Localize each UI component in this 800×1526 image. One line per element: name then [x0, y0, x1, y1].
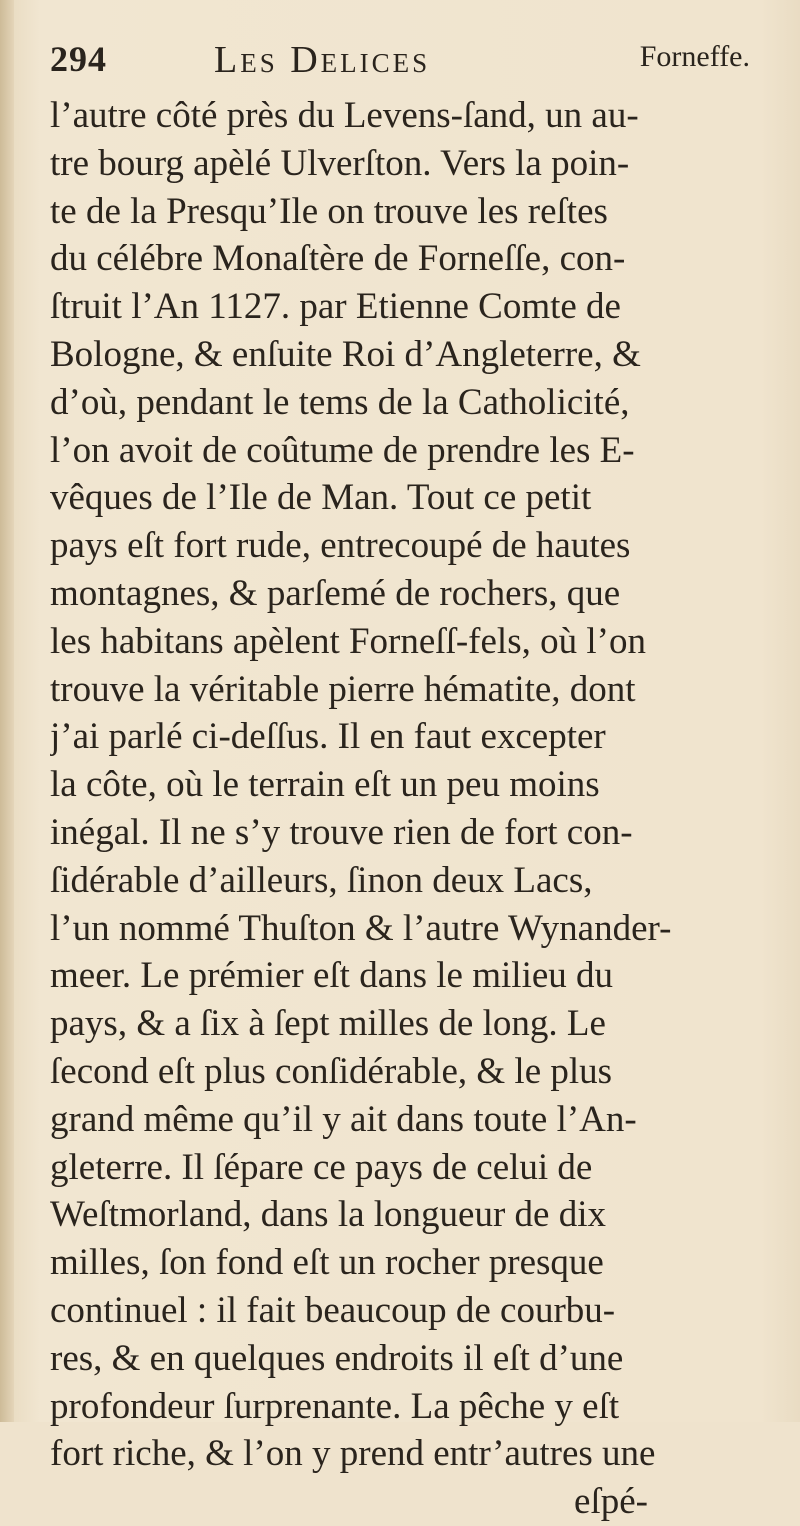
text-line: ſidérable d’ailleurs, ſinon deux Lacs,: [50, 859, 593, 901]
text-line: milles, ſon fond eſt un rocher presque: [50, 1242, 604, 1284]
body-text: [50, 92, 760, 1526]
text-line: montagnes, & parſemé de rochers, que: [50, 572, 621, 614]
page-gutter: [0, 0, 14, 1422]
text-line: l’autre côté près du Levens-ſand, un au-: [50, 95, 639, 136]
text-line: res, & en quelques endroits il eſt d’une: [50, 1337, 624, 1379]
text-line: l’un nommé Thuſton & l’autre Wynander-: [50, 907, 672, 949]
text-line: j’ai parlé ci-deſſus. Il en faut excepter: [50, 716, 606, 758]
text-line: les habitans apèlent Forneſſ-fels, où l’on: [50, 620, 646, 662]
text-line: trouve la véritable pierre hématite, dont: [50, 668, 636, 710]
text-line: pays, & a ſix à ſept milles de long. Le: [50, 1003, 606, 1045]
text-line: d’où, pendant le tems de la Catholicité,: [50, 381, 630, 423]
page-number: 294: [50, 39, 107, 79]
catchword: eſpé-: [574, 1481, 648, 1523]
text-line: la côte, où le terrain eſt un peu moins: [50, 764, 600, 806]
text-line: fort riche, & l’on y prend entr’autres une: [50, 1433, 656, 1475]
running-head: [50, 38, 750, 90]
text-line: inégal. Il ne s’y trouve rien de fort con-: [50, 811, 633, 853]
text-line: Weſtmorland, dans la longueur de dix: [50, 1194, 606, 1236]
text-line: grand même qu’il y ait dans toute l’An-: [50, 1098, 637, 1140]
text-line: vêques de l’Ile de Man. Tout ce petit: [50, 477, 592, 519]
text-line: du célébre Monaſtère de Forneſſe, con-: [50, 238, 626, 280]
text-line: gleterre. Il ſépare ce pays de celui de: [50, 1146, 593, 1188]
text-line: meer. Le prémier eſt dans le milieu du: [50, 955, 614, 997]
text-line: pays eſt fort rude, entrecoupé de hautes: [50, 525, 631, 567]
text-line: continuel : il fait beaucoup de courbu-: [50, 1289, 616, 1331]
text-line: Bologne, & enſuite Roi d’Angleterre, &: [50, 333, 641, 375]
text-line: te de la Presqu’Ile on trouve les reſtes: [50, 190, 608, 232]
text-line: tre bourg apèlé Ulverſton. Vers la poin-: [50, 142, 630, 184]
text-line: profondeur ſurprenante. La pêche y eſt: [50, 1385, 620, 1427]
text-line: ſecond eſt plus conſidérable, & le plus: [50, 1050, 613, 1092]
text-line: l’on avoit de coûtume de prendre les E-: [50, 429, 635, 471]
text-line: ſtruit l’An 1127. par Etienne Comte de: [50, 286, 621, 328]
running-title: Les Delices: [214, 39, 431, 81]
running-keyword: Forneffe.: [639, 40, 750, 73]
